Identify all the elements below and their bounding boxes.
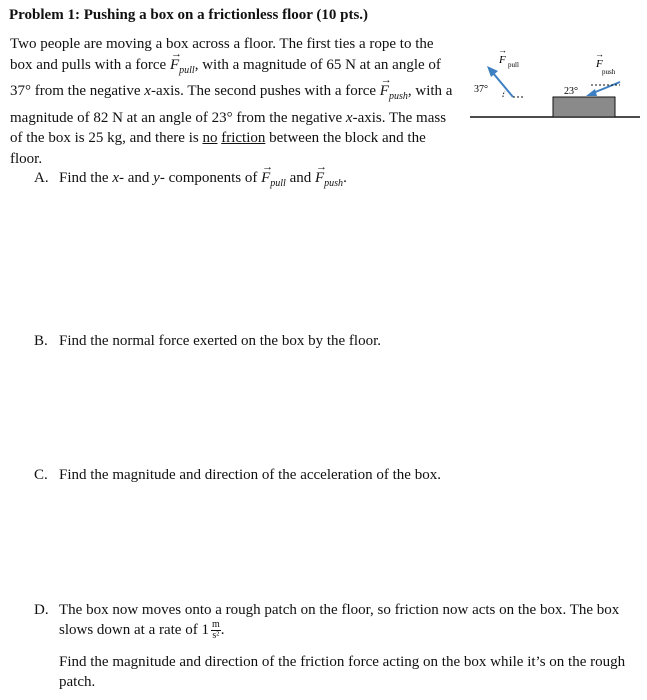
friction-underlined: friction (221, 130, 266, 146)
intro-text-1: Two people are moving a box across a floor. The first ties a rope to the box and pulls with a force (10, 36, 434, 73)
question-d (34, 600, 639, 641)
f-push-symbol: → $F_{push}$ (380, 81, 408, 108)
x-variable: x (112, 170, 120, 186)
problem-statement (10, 34, 455, 169)
question-c-text: Find the magnitude and direction of the acceleration of the box. (59, 467, 441, 483)
push-arrow-line (593, 82, 620, 93)
force-diagram (465, 40, 645, 130)
box (553, 97, 615, 117)
question-d-part-2: Find the magnitude and direction of the friction force acting on the box while it’s on the rough patch. (59, 654, 626, 690)
f-pull-symbol: → $F_{pull}$ (170, 55, 195, 82)
question-a (34, 168, 464, 194)
pull-angle-label: 37° (474, 84, 488, 95)
f-push-symbol: → $F_{push}$ (315, 168, 343, 194)
force-diagram-svg (465, 40, 645, 130)
pull-subscript: pull (508, 61, 519, 69)
x-variable: x (144, 83, 151, 99)
pull-arrowhead (487, 66, 498, 77)
y-variable: y (153, 170, 160, 186)
question-a-end: . (343, 170, 347, 186)
push-arrowhead (586, 89, 597, 96)
question-d-body (59, 600, 639, 641)
pull-vec-arrow: → (498, 45, 507, 55)
intro-text-4: , with a magnitude of 82 N at an angle of 23° from the negative (10, 83, 453, 126)
intro-text-2: , with a magnitude of 65 N at an angle of 37° from the negative (10, 56, 441, 99)
question-a-text-3: - components of (159, 170, 262, 186)
question-c (34, 465, 494, 485)
question-c-label: C. (34, 467, 48, 483)
push-angle-label: 23° (564, 86, 578, 97)
unit-fraction: $\frac{m}{\text{s²}}$ (211, 619, 220, 642)
push-vec-arrow: → (595, 49, 604, 59)
question-d-text: The box now moves onto a rough patch on the floor, so friction now acts on the box. The box slows down at a rate of 1 (59, 602, 620, 638)
question-b (34, 331, 464, 351)
intro-text-5: -axis. The mass of the box is 25 kg, and there is (10, 109, 447, 146)
pull-angle-arc (503, 91, 505, 97)
push-f-label: F (596, 58, 603, 70)
question-a-text-1: Find the (59, 170, 113, 186)
pull-f-label: F (499, 54, 506, 66)
x-variable: x (345, 109, 353, 126)
question-a-label: A. (34, 170, 49, 186)
question-d-label: D. (34, 602, 49, 618)
question-b-label: B. (34, 333, 48, 349)
pull-arrow-line (493, 73, 513, 97)
push-subscript: push (602, 68, 616, 76)
question-a-and: and (285, 170, 315, 186)
question-b-text: Find the normal force exerted on the box by the floor. (59, 333, 381, 349)
intro-text-3: -axis. The second pushes with a force (150, 83, 380, 99)
problem-title: Problem 1: Pushing a box on a frictionless floor (10 pts.) (9, 7, 369, 23)
question-a-text-2: - and (119, 170, 154, 186)
intro-text-6: between the block and the floor. (10, 130, 426, 167)
f-pull-symbol: → $F_{pull}$ (261, 168, 286, 194)
question-d-end: . (220, 622, 225, 638)
no-underlined: no (202, 130, 218, 146)
